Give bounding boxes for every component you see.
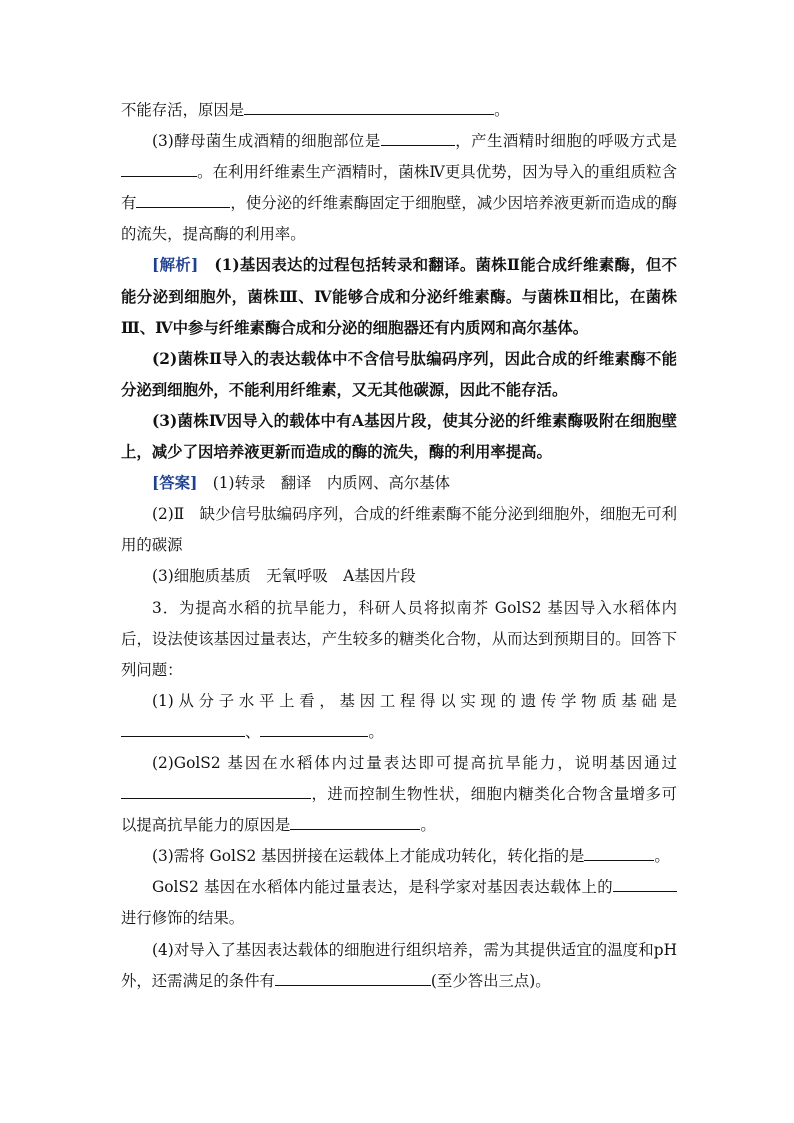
answer-blank	[244, 98, 494, 115]
answer-blank	[136, 191, 230, 208]
text: (至少答出三点)。	[430, 971, 551, 990]
question-3-part-3-cont	[121, 872, 677, 934]
text: ，进而控制生物性状，细胞内糖类化合物含量增多可以提高抗旱能力的原因是	[121, 785, 677, 835]
text: 不能存活，原因是	[121, 101, 245, 119]
question-3-part-1-blanks	[121, 717, 677, 748]
text: GolS2 基因在水稻体内能过量表达，是科学家对基因表达载体上的	[152, 878, 613, 897]
text: (1)转录 翻译 内质网、高尔基体	[212, 474, 451, 493]
text: (1)基因表达的过程包括转录和翻译。菌株Ⅱ能合成纤维素酶，但不能分泌到细胞外，菌株Ⅲ、Ⅳ能够合成和分泌纤维素酶。与菌株Ⅱ相比，在菌株Ⅲ、Ⅳ中参与纤维素酶合成和分泌的细胞器还有内质网和高尔基体。	[121, 256, 677, 337]
analysis-paragraph-1	[121, 250, 677, 343]
question-3-stem: 3．为提高水稻的抗旱能力，科研人员将拟南芥 GolS2 基因导入水稻体内后，设法使该基因过量表达，产生较多的糖类化合物，从而达到预期目的。回答下列问题：	[121, 598, 677, 679]
analysis-paragraph-3: (3)菌株Ⅳ因导入的载体中有A基因片段，使其分泌的纤维素酶吸附在细胞壁上，减少了因培养液更新而造成的酶的流失，酶的利用率提高。	[121, 411, 677, 462]
paragraph-q2-3	[121, 126, 677, 250]
text: ，产生酒精时细胞的呼吸方式是	[454, 132, 677, 151]
answer-blank	[275, 968, 431, 985]
answer-blank	[121, 160, 197, 177]
text: 、	[245, 722, 261, 741]
analysis-label: [解析]	[152, 256, 199, 275]
answer-blank	[584, 844, 654, 861]
answer-blank	[260, 720, 368, 737]
text: (4)对导入了基因表达载体的细胞进行组织培养，需为其提供适宜的温度和pH 外，还需满足的条件有	[121, 940, 677, 990]
question-3-part-2	[121, 748, 677, 841]
question-3-part-3	[121, 841, 677, 872]
text: 。	[420, 816, 436, 835]
text: 。	[494, 101, 510, 119]
answer-paragraph-1	[121, 468, 677, 499]
answer-label: [答案]	[152, 474, 198, 493]
text: (1)从分子水平上看，基因工程得以实现的遗传学物质基础是	[152, 691, 677, 710]
analysis-paragraph-2: (2)菌株Ⅱ导入的表达载体中不含信号肽编码序列，因此合成的纤维素酶不能分泌到细胞外，不能利用纤维素，又无其他碳源，因此不能存活。	[121, 349, 677, 399]
answer-paragraph-3: (3)细胞质基质 无氧呼吸 A基因片段	[152, 567, 416, 586]
text: (2)GolS2 基因在水稻体内过量表达即可提高抗旱能力，说明基因通过	[152, 753, 677, 772]
answer-blank	[290, 813, 420, 830]
answer-paragraph-2: (2)Ⅱ 缺少信号肽编码序列，合成的纤维素酶不能分泌到细胞外，细胞无可利用的碳源	[121, 505, 677, 555]
text: 。	[368, 722, 384, 741]
document-content	[121, 95, 677, 997]
text: ，使分泌的纤维素酶固定于细胞壁，减少因培养液更新而造成的酶的流失，提高酶的利用率。	[121, 194, 677, 244]
text: 。	[654, 847, 670, 866]
answer-blank	[121, 782, 311, 799]
question-3-part-1	[121, 686, 677, 717]
answer-blank	[613, 875, 677, 892]
text: (3)需将 GolS2 基因拼接在运载体上才能成功转化，转化指的是	[152, 847, 585, 866]
question-3-part-4	[121, 935, 677, 997]
text: 。在利用纤维素生产酒精时，菌株Ⅳ更具优势，因为导入的重组质粒含有	[121, 163, 677, 213]
answer-blank	[121, 720, 245, 737]
answer-blank	[381, 129, 455, 146]
text: (3)酵母菌生成酒精的细胞部位是	[152, 132, 381, 151]
text: 进行修饰的结果。	[121, 909, 245, 928]
paragraph-q2-2-cont	[121, 95, 677, 126]
